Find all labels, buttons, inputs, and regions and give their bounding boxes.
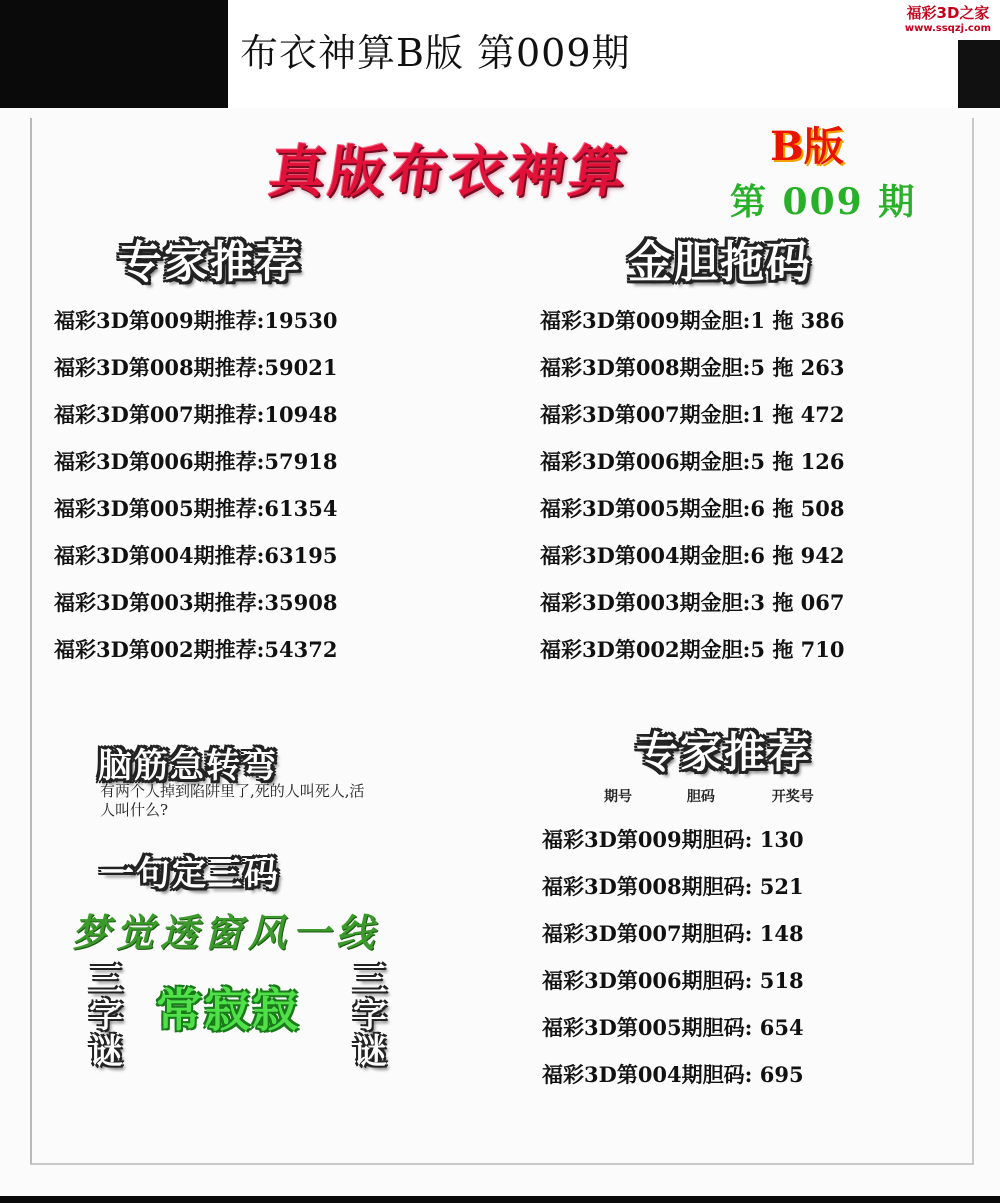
list-item: 福彩3D第005期金胆:6 拖 508 [540,496,845,521]
list-item: 福彩3D第004期胆码: 695 [542,1062,804,1087]
list-item: 福彩3D第009期金胆:1 拖 386 [540,308,845,333]
site-watermark [896,0,1000,40]
list-item: 福彩3D第005期推荐:61354 [54,496,338,521]
expert-list [54,297,337,673]
riddle-heading: 脑筋急转弯 [98,746,278,786]
list-item: 福彩3D第006期胆码: 518 [542,968,804,993]
watermark-name: 福彩3D之家 [906,4,990,22]
list-item: 福彩3D第006期推荐:57918 [54,449,338,474]
side-label-char: 字 [353,996,387,1036]
side-label-char: 谜 [353,1032,387,1072]
danma-column-headers [604,786,814,806]
column-header-dan: 胆码 [686,789,715,805]
riddle-answer: 常寂寂 [156,983,300,1037]
list-item: 福彩3D第008期金胆:5 拖 263 [540,355,845,380]
watermark-url: www.ssqzj.com [904,23,992,34]
expert-heading: 专家推荐 [118,237,302,288]
side-label-char: 字 [89,996,123,1036]
sanma-heading: 一句定三码 [100,854,280,894]
list-item: 福彩3D第008期胆码: 521 [542,874,804,899]
list-item: 福彩3D第002期金胆:5 拖 710 [540,637,845,662]
page-title: 布衣神算B版 第009期 [240,31,631,75]
list-item: 福彩3D第002期推荐:54372 [54,637,338,662]
list-item: 福彩3D第007期推荐:10948 [54,402,338,427]
list-item: 福彩3D第004期金胆:6 拖 942 [540,543,845,568]
dan-list [540,297,844,673]
column-header-issue: 期号 [604,789,632,805]
list-item: 福彩3D第007期胆码: 148 [542,921,804,946]
side-label-char: 谜 [89,1032,123,1072]
danma-list [542,816,804,1098]
list-item: 福彩3D第008期推荐:59021 [54,355,338,380]
list-item: 福彩3D第006期金胆:5 拖 126 [540,449,845,474]
danma-heading: 专家推荐 [636,728,813,777]
banner-title: 真版布衣神算 [264,140,634,205]
side-label-right [342,962,398,1070]
dan-heading: 金胆拖码 [628,237,812,288]
list-item: 福彩3D第007期金胆:1 拖 472 [540,402,845,427]
side-label-char: 三 [89,960,123,1000]
list-item: 福彩3D第009期胆码: 130 [542,827,804,852]
list-item: 福彩3D第005期胆码: 654 [542,1015,804,1040]
list-item: 福彩3D第004期推荐:63195 [54,543,338,568]
banner-version: B版 [770,123,844,170]
bottom-bar [0,1196,1000,1203]
hint-phrase: 梦觉透窗风一线 [72,911,381,955]
list-item: 福彩3D第003期金胆:3 拖 067 [540,590,845,615]
side-label-left [78,962,134,1070]
list-item: 福彩3D第009期推荐:19530 [54,308,338,333]
side-label-char: 三 [353,960,387,1000]
header-left-bar [0,0,228,110]
riddle-text: 有两个人掉到陷阱里了,死的人叫死人,活人叫什么? [100,782,365,819]
list-item: 福彩3D第003期推荐:35908 [54,590,338,615]
column-header-draw: 开奖号 [771,789,814,805]
banner-issue: 第 009 期 [730,181,917,223]
